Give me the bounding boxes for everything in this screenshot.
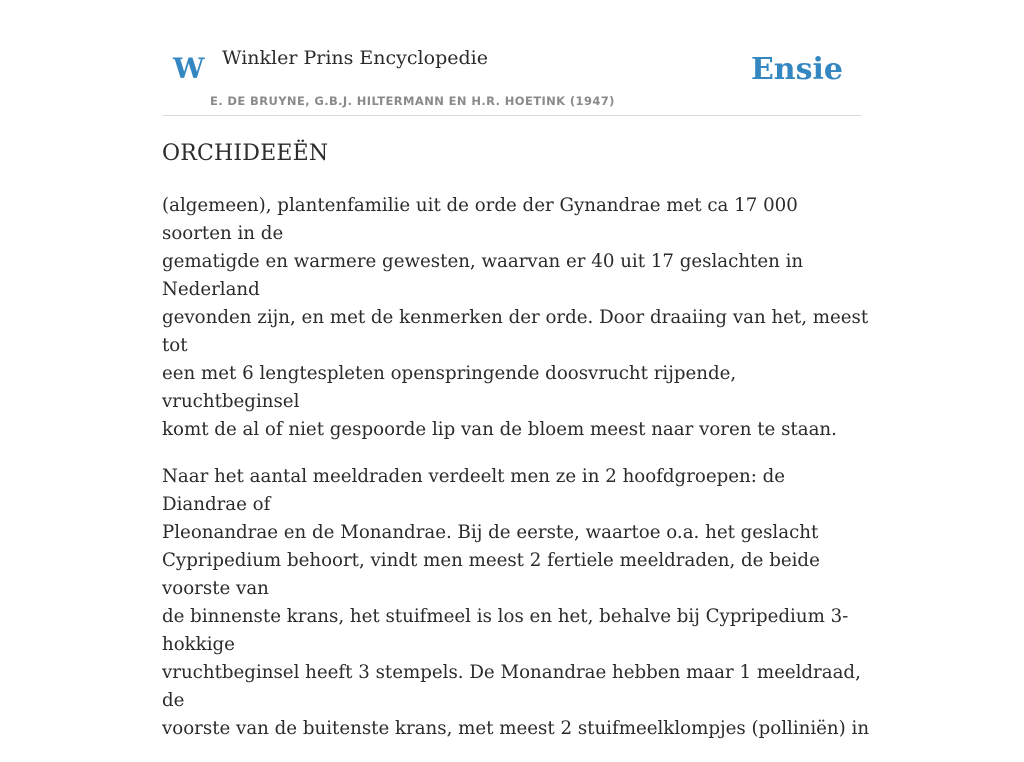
entry-body — [162, 192, 872, 762]
body-paragraph-1: (algemeen), plantenfamilie uit de orde der Gynandrae met ca 17 000 soorten in de gematigde en warmere gewesten, waarvan er 40 uit 17 geslachten in Nederland gevonden zijn, en met de kenmerken der orde. Door draaiing van het, meest tot een met 6 lengtespleten openspringende doosvrucht rijpende, vruchtbeginsel komt de al of niet gespoorde lip van de bloem meest naar voren te staan. — [162, 195, 869, 440]
entry-title: ORCHIDEEËN — [162, 141, 329, 166]
source-header — [162, 0, 862, 116]
body-paragraph-2: Naar het aantal meeldraden verdeelt men ze in 2 hoofdgroepen: de Diandrae of Pleonandrae en de Monandrae. Bij de eerste, waartoe o.a. het geslacht Cypripedium behoort, vindt men meest 2 fertiele meeldraden, de beide voorste van de binnenste krans, het stuifmeel is los en het, behalve bij Cypripedium 3-hokkige vruchtbeginsel heeft 3 stempels. De Monandrae hebben maar 1 meeldraad, de voorste van de buitenste krans, met meest 2 stuifmeelklompjes (polliniën) in — [162, 466, 870, 739]
page-container — [162, 0, 870, 739]
ensie-brand-logo[interactable]: Ensie — [750, 52, 843, 87]
source-title[interactable]: Winkler Prins Encyclopedie — [222, 47, 488, 69]
source-authors: E. DE BRUYNE, G.B.J. HILTERMANN EN H.R. HOETINK (1947) — [210, 94, 615, 108]
encyclopedia-logo[interactable]: W — [173, 52, 205, 85]
